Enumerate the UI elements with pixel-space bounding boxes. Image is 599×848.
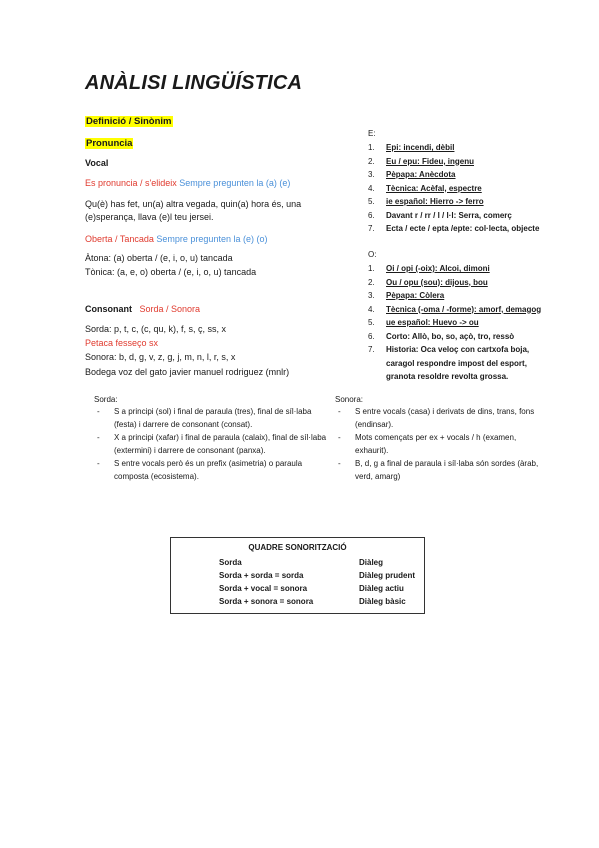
list-o-item-text: Historia: Oca veloç con cartxofa boja, (386, 345, 530, 354)
list-e-item-text: Ecta / ecte / epta /epte: col·lecta, objecte (386, 224, 540, 233)
list-o-item-text: ue español: Huevo -> ou (386, 318, 479, 327)
page-title: ANÀLISI LINGÜÍSTICA (85, 72, 303, 94)
consonant-bodega: Bodega voz del gato javier manuel rodriguez (mnlr) (85, 367, 290, 377)
sorda-item (94, 406, 330, 431)
quadre-right-1: Diàleg prudent (359, 571, 416, 580)
dash-bullet-icon: - (97, 433, 100, 442)
list-o-item (368, 370, 541, 384)
list-o-item (368, 330, 541, 344)
list-e-item-text: Eu / epu: Fideu, ingenu (386, 156, 474, 166)
sorda-item-text: S a principi (sol) i final de paraula (tres), final de síl·laba (festa) i darrere de consonant (consat). (114, 407, 312, 429)
sonora-block-label: Sonora: (335, 395, 364, 404)
list-o-item-number: 3. (368, 291, 375, 300)
list-e-item (368, 222, 539, 236)
consonant-petaca: Petaca fesseço sx (85, 338, 159, 348)
sonora-item-text: B, d, g a final de paraula i síl·laba són sordes (àrab, verd, amarg) (355, 459, 539, 481)
sorda-item (94, 432, 330, 457)
dash-bullet-icon: - (338, 433, 341, 442)
dash-bullet-icon: - (97, 407, 100, 416)
sorda-item-text: S entre vocals però és un prefix (asimetria) o paraula composta (ecosistema). (114, 459, 303, 481)
list-o-item (368, 262, 541, 276)
vocal-line2: Qu(è) has fet, un(a) altra vegada, quin(a) hora és, una (85, 199, 302, 209)
list-o-item-text: Oi / opi (-oix): Alcoi, dimoni (386, 264, 490, 273)
dash-bullet-icon: - (338, 407, 341, 416)
list-o-item-number: 5. (368, 318, 375, 327)
list-o-item-text: caragol respondre impost del esport, (386, 358, 527, 368)
sonora-list (335, 406, 545, 483)
list-e-item (368, 141, 539, 155)
sonora-block (335, 394, 545, 484)
quadre-right-2: Diàleg actiu (359, 584, 404, 593)
list-o-item (368, 316, 541, 330)
list-e-item-text: Davant r / rr / l / l·l: Serra, comerç (386, 210, 512, 220)
list-o-item-text: granota resoldre revolta grossa. (386, 372, 509, 381)
heading-vocal: Vocal (85, 158, 109, 168)
sonora-item (335, 406, 545, 431)
vocal-atona: Àtona: (a) oberta / (e, i, o, u) tancada (85, 253, 233, 263)
quadre-left-1: Sorda + sorda = sorda (219, 571, 304, 580)
list-o-item-number: 4. (368, 304, 375, 314)
sorda-item (94, 458, 330, 483)
list-e-item-number: 4. (368, 183, 375, 193)
list-o-item (368, 276, 541, 290)
list-o-item-number: 2. (368, 277, 375, 287)
quadre-sonoritzacio (170, 537, 425, 614)
quadre-left-0: Sorda (219, 558, 242, 567)
list-e-item-number: 6. (368, 210, 375, 220)
quadre-left-3: Sorda + sonora = sonora (219, 597, 314, 606)
dash-bullet-icon: - (338, 459, 341, 468)
quadre-right-3: Diàleg bàsic (359, 597, 406, 606)
heading-consonant: Consonant Sorda / Sonora (85, 304, 201, 314)
heading-definicio: Definició / Sinònim (86, 116, 172, 127)
list-e (368, 141, 539, 236)
list-o-item-text: Tècnica (-oma / -forme): amorf, demagog (386, 304, 542, 314)
list-o (368, 262, 541, 384)
list-e-item-text: ie español: Hierro -> ferro (386, 197, 484, 206)
list-e-item (368, 155, 539, 169)
heading-pronuncia: Pronuncia (86, 138, 133, 149)
list-e-label: E: (368, 129, 376, 138)
list-e-item (368, 168, 539, 182)
list-o-item-text: Corto: Allò, bo, so, açò, tro, ressò (386, 331, 515, 341)
quadre-left-2: Sorda + vocal = sonora (219, 584, 308, 593)
list-e-item-number: 2. (368, 156, 375, 166)
vocal-line3: (e)sperança, llava (e)l teu jersei. (85, 212, 214, 222)
list-o-item (368, 343, 541, 357)
consonant-sorda: Sorda: p, t, c, (c, qu, k), f, s, ç, ss, x (85, 324, 227, 334)
sorda-list (94, 406, 330, 483)
list-o-item (368, 357, 541, 371)
list-e-item (368, 195, 539, 209)
consonant-sonora: Sonora: b, d, g, v, z, g, j, m, n, l, r, s, x (85, 352, 236, 362)
quadre-right-0: Diàleg (359, 558, 384, 567)
list-e-item-number: 3. (368, 170, 375, 179)
list-o-item-text: Ou / opu (sou): dijous, bou (386, 277, 488, 287)
sorda-block-label: Sorda: (94, 395, 118, 404)
vocal-line1: Es pronuncia / s'elideix Sempre pregunten la (a) (e) (85, 178, 291, 188)
list-e-item-text: Epi: incendi, dèbil (386, 143, 455, 152)
list-e-item-text: Tècnica: Acèfal, espectre (386, 183, 482, 193)
list-e-item-text: Pèpapa: Anècdota (386, 170, 456, 179)
dash-bullet-icon: - (97, 459, 100, 468)
list-o-item-number: 6. (368, 331, 375, 341)
list-o-item-number: 7. (368, 345, 375, 354)
list-e-item (368, 182, 539, 196)
list-e-item (368, 209, 539, 223)
sonora-item-text: Mots començats per ex + vocals / h (examen, exhaurit). (355, 433, 517, 455)
list-e-item-number: 5. (368, 197, 375, 206)
list-o-item-number: 1. (368, 264, 375, 273)
list-e-item-number: 7. (368, 224, 375, 233)
list-o-item (368, 303, 541, 317)
sorda-block (94, 394, 330, 484)
sonora-item (335, 458, 545, 483)
quadre-title: QUADRE SONORITZACIÓ (248, 543, 347, 552)
list-o-item-text: Pèpapa: Còlera (386, 291, 445, 300)
list-o-item (368, 289, 541, 303)
list-o-label: O: (368, 250, 377, 259)
vocal-tonica: Tònica: (a, e, o) oberta / (e, i, o, u) tancada (85, 267, 257, 277)
sorda-item-text: X a principi (xafar) i final de paraula (calaix), final de síl·laba (extermini) i darrere de consonant (panxa). (114, 433, 327, 455)
sonora-item (335, 432, 545, 457)
list-e-item-number: 1. (368, 143, 375, 152)
vocal-line4: Oberta / Tancada Sempre pregunten la (e) (o) (85, 234, 268, 244)
sonora-item-text: S entre vocals (casa) i derivats de dins, trans, fons (endinsar). (355, 407, 535, 429)
